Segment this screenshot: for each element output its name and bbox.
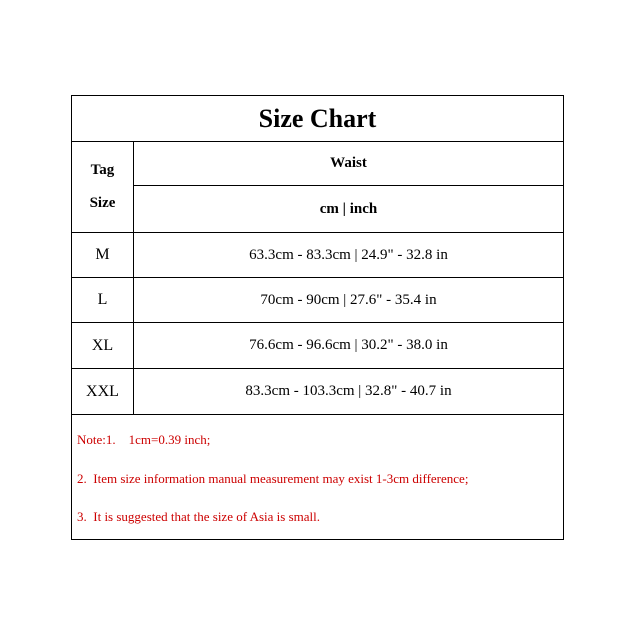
waist-header: Waist [330, 155, 367, 171]
chart-title: Size Chart [258, 103, 377, 133]
units-header: cm | inch [319, 200, 378, 217]
size-l: L [97, 291, 108, 308]
size-xxl: XXL [86, 382, 119, 400]
size-m: M [95, 246, 110, 263]
tag-label: Tag [90, 162, 115, 178]
note-1: Note:1. 1cm=0.39 inch; [77, 432, 211, 447]
size-chart-table [71, 95, 564, 540]
size-xl: XL [91, 336, 114, 354]
waist-range-xl: 76.6cm - 96.6cm | 30.2" - 38.0 in [249, 337, 448, 353]
waist-range-l: 70cm - 90cm | 27.6" - 35.4 in [260, 291, 437, 308]
waist-range-xxl: 83.3cm - 103.3cm | 32.8" - 40.7 in [245, 383, 452, 399]
note-2: 2. Item size information manual measurement may exist 1-3cm difference; [77, 471, 469, 486]
size-label: Size [89, 195, 116, 211]
tag-size-header [72, 142, 133, 232]
note-3: 3. It is suggested that the size of Asia is small. [77, 509, 320, 524]
waist-range-m: 63.3cm - 83.3cm | 24.9" - 32.8 in [249, 246, 448, 263]
divider [72, 414, 563, 415]
